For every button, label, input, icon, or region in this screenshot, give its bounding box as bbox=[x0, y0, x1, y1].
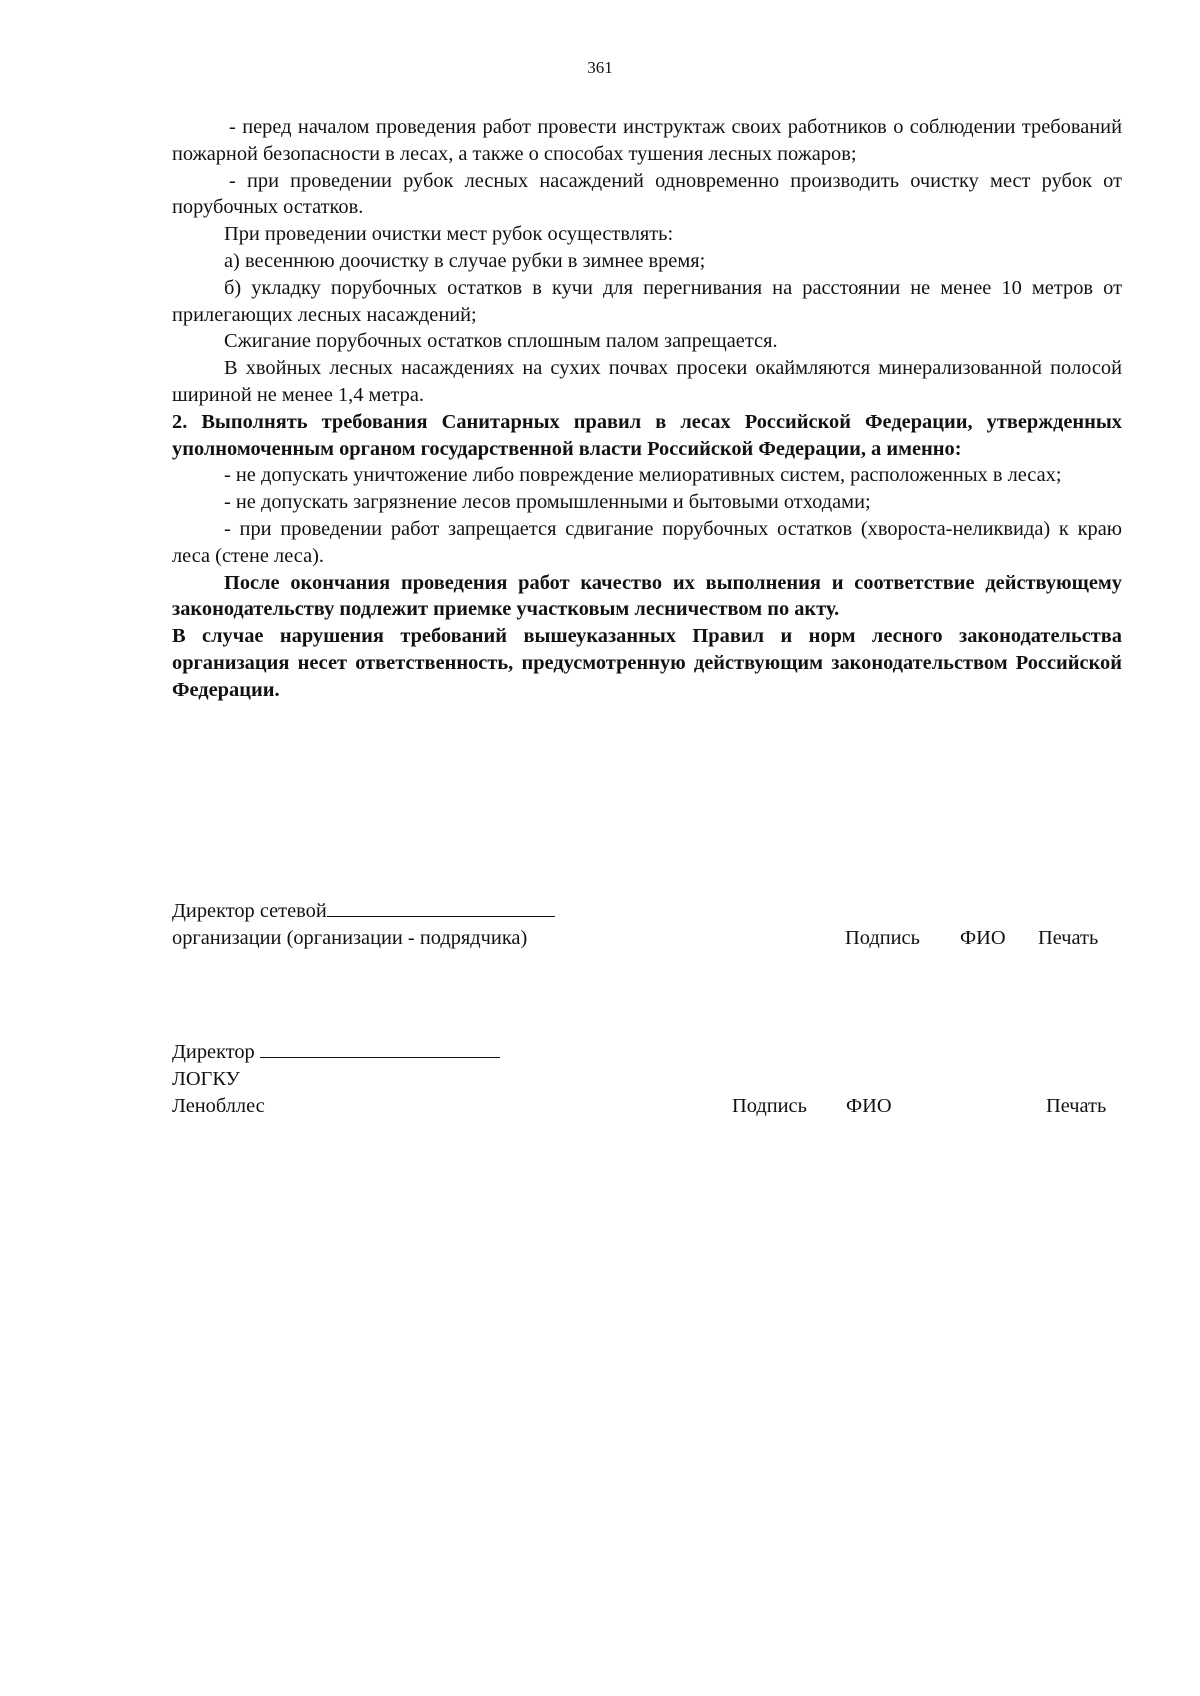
paragraph-liability: В случае нарушения требований вышеуказанных Правил и норм лесного законодательства организация несет ответственность, предусмотренную действующим законодательством Российской Федерации. bbox=[172, 625, 1122, 701]
paragraph-item-b: б) укладку порубочных остатков в кучи для перегнивания на расстоянии не менее 10 метров от прилегающих лесных насаждений; bbox=[172, 276, 1122, 326]
paragraph-cleanup-during-felling: - при проведении рубок лесных насаждений одновременно производить очистку мест рубок от порубочных остатков. bbox=[172, 169, 1122, 219]
paragraph-burning-prohibited: Сжигание порубочных остатков сплошным палом запрещается. bbox=[224, 330, 778, 353]
name-label: ФИО bbox=[846, 1095, 892, 1117]
signature-block-1-title bbox=[172, 898, 555, 925]
paragraph-acceptance-by-act: После окончания проведения работ качество их выполнения и соответствие действующему законодательству подлежит приемке участковым лесничеством по акту. bbox=[172, 571, 1122, 621]
signature-block-2-org-name: Ленобллес bbox=[172, 1095, 265, 1117]
signature-block-2-title bbox=[172, 1039, 500, 1066]
director-network-org-label: Директор сетевой bbox=[172, 900, 327, 922]
signature-label: Подпись bbox=[732, 1095, 807, 1117]
signature-label: Подпись bbox=[845, 927, 920, 949]
signature-block-1-org: организации (организации - подрядчика) bbox=[172, 927, 528, 949]
paragraph-cleanup-intro: При проведении очистки мест рубок осуществлять: bbox=[224, 223, 674, 246]
signature-block-2-org: ЛОГКУ bbox=[172, 1068, 240, 1090]
stamp-label: Печать bbox=[1046, 1095, 1107, 1117]
paragraph-item-a: а) весеннюю доочистку в случае рубки в зимнее время; bbox=[224, 249, 706, 272]
paragraph-coniferous-strip: В хвойных лесных насаждениях на сухих почвах просеки окаймляются минерализованной полосой шириной не менее 1,4 метра. bbox=[172, 357, 1122, 406]
signature-blank-line bbox=[260, 1039, 500, 1058]
signature-blank-line bbox=[327, 898, 555, 917]
paragraph-brushwood-moving: - при проведении работ запрещается сдвигание порубочных остатков (хвороста-неликвида) к краю леса (стене леса). bbox=[172, 517, 1122, 567]
page-number: 361 bbox=[587, 58, 613, 77]
name-label: ФИО bbox=[960, 927, 1006, 949]
director-label: Директор bbox=[172, 1041, 255, 1063]
paragraph-melioration-systems: - не допускать уничтожение либо повреждение мелиоративных систем, расположенных в лесах; bbox=[224, 464, 1062, 487]
paragraph-fire-instruction: - перед началом проведения работ провести инструктаж своих работников о соблюдении требований пожарной безопасности в лесах, а также о способах тушения лесных пожаров; bbox=[172, 116, 1122, 165]
paragraph-waste-pollution: - не допускать загрязнение лесов промышленными и бытовыми отходами; bbox=[224, 491, 871, 514]
document-body bbox=[172, 114, 1122, 704]
section-heading-sanitary-rules: 2. Выполнять требования Санитарных правил в лесах Российской Федерации, утвержденных уполномоченным органом государственной власти Российской Федерации, а именно: bbox=[172, 410, 1122, 460]
stamp-label: Печать bbox=[1038, 927, 1099, 949]
